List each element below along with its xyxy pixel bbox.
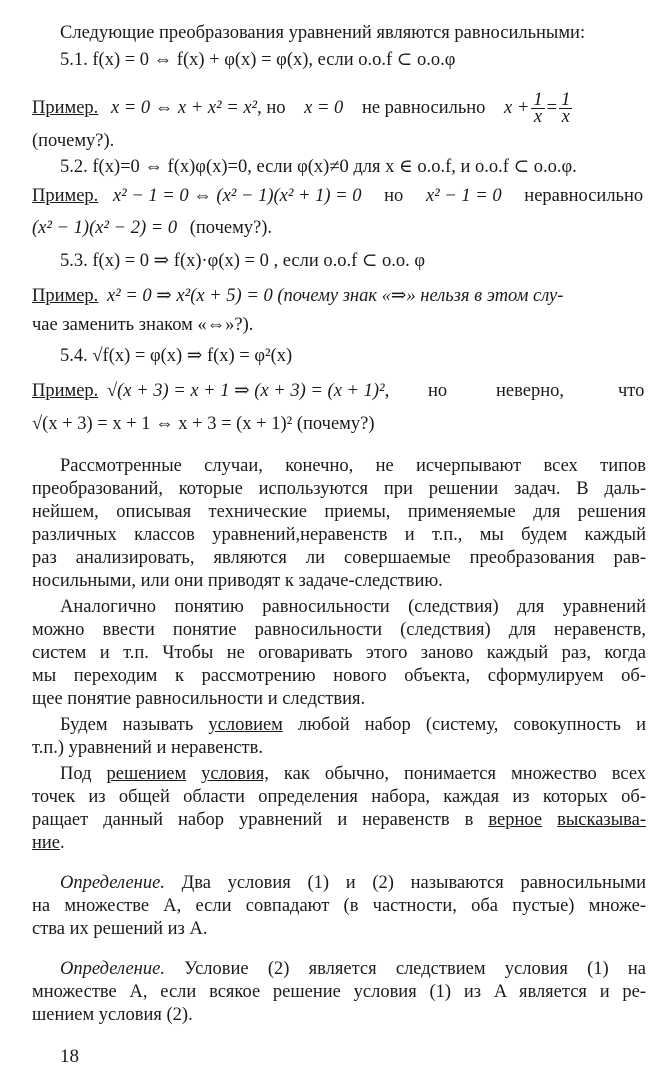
example-4-line2: √(x + 3) = x + 1 ⇔ x + 3 = (x + 1)² (почему?): [32, 414, 375, 434]
example-2-line2: [32, 217, 272, 239]
definition-label: Определение.: [60, 873, 165, 893]
paragraph-4-line: ние.: [32, 833, 65, 853]
term-condition: условием: [208, 715, 283, 735]
definition-1-line: Определение. Два условия (1) и (2) называются равносильными: [60, 873, 646, 893]
example-3-line2: чае заменить знаком «⇔»?).: [32, 315, 254, 335]
rule-5-4: 5.4. √f(x) = φ(x) ⇒ f(x) = φ²(x): [60, 346, 293, 366]
example-2-why: (почему?).: [189, 218, 273, 238]
example-4-but: но: [428, 381, 448, 401]
rule-5-3: 5.3. f(x) = 0 ⇒ f(x)·φ(x) = 0 , если о.о.f ⊂ о.о. φ: [60, 251, 426, 271]
paragraph-4-line: Под решением условия, как обычно, понимается множество всех: [60, 764, 647, 784]
example-label: Пример.: [32, 97, 99, 118]
paragraph-2-line: щее понятие равносильности и следствия.: [32, 689, 366, 709]
paragraph-4-line: точек из общей области определения набора, каждая из которых об-: [32, 787, 646, 807]
term-true: верное: [488, 810, 543, 830]
example-2-equation: x² − 1 = 0 ⇔ (x² − 1)(x² + 1) = 0: [112, 186, 362, 206]
paragraph-1-line: носильными, или они приводят к задаче-следствию.: [32, 571, 443, 591]
definition-2-line: Определение. Условие (2) является следствием условия (1) на: [60, 959, 646, 979]
paragraph-1-line: различных классов уравнений,неравенств и т.п., мы будем каждый: [32, 525, 646, 545]
definition-2-line: множестве A, если всякое решение условия (1) из A является и ре-: [32, 982, 646, 1002]
paragraph-2-line: Аналогично понятию равносильности (следствия) для уравнений: [60, 597, 646, 617]
example-1-not-equiv: не равносильно: [361, 97, 486, 118]
paragraph-3-line: т.п.) уравнений и неравенств.: [32, 738, 264, 758]
example-1-tail: (почему?).: [32, 131, 115, 151]
example-2-equation-b: (x² − 1)(x² − 2) = 0: [32, 218, 178, 238]
example-1-lhs: x +: [504, 97, 530, 118]
example-1-but: , но: [257, 97, 286, 118]
paragraph-2-line: систем и т.п. Чтобы не оговаривать этого заново каждый раз, когда: [32, 643, 646, 663]
example-1-equals: =: [546, 97, 558, 118]
example-4-that: что: [618, 381, 645, 401]
fraction: $\frac{1}{x}$: [533, 90, 543, 127]
rule-5-1: 5.1. f(x) = 0 ⇔ f(x) + φ(x) = φ(x), если о.о.f ⊂ о.о.φ: [60, 50, 456, 70]
example-2-eq2: x² − 1 = 0: [425, 186, 502, 206]
definition-1-line: ства их решений из A.: [32, 919, 208, 939]
definition-label: Определение.: [60, 959, 165, 979]
paragraph-1-line: нейшем, описывая технические приемы, применяемые для решения: [32, 502, 646, 522]
rule-5-2: 5.2. f(x)=0 ⇔ f(x)φ(x)=0, если φ(x)≠0 для x ∈ о.о.f, и о.о.f ⊂ о.о.φ.: [60, 157, 577, 177]
example-label: Пример.: [32, 381, 99, 401]
term-statement: высказыва-: [557, 810, 647, 830]
example-3-text: x² = 0 ⇒ x²(x + 5) = 0 (почему знак «⇒» нельзя в этом слу-: [106, 286, 564, 306]
example-3: [32, 285, 563, 307]
example-label: Пример.: [32, 186, 99, 206]
paragraph-1-line: преобразований, которые используются при решении задач. В даль-: [32, 479, 646, 499]
paragraph-2-line: мы переходим к рассмотрению нового объекта, сформулируем об-: [32, 666, 646, 686]
paragraph-4-line: ращает данный набор уравнений и неравенств в верное высказыва-: [32, 810, 647, 830]
example-1-equation: x = 0 ⇔ x + x² = x²: [110, 97, 258, 118]
term-condition-2: условия,: [201, 764, 269, 784]
definition-1-line: на множестве A, если совпадают (в частности, оба пустые) множе-: [32, 896, 646, 916]
paragraph-1-line: раз анализировать, являются ли совершаемые преобразования рав-: [32, 548, 646, 568]
page-number: 18: [60, 1046, 79, 1067]
example-2: [32, 185, 643, 207]
example-1: [32, 92, 574, 125]
example-4-wrong: неверно,: [496, 381, 564, 401]
intro-heading: Следующие преобразования уравнений являются равносильными:: [60, 23, 586, 43]
fraction: $\frac{1}{x}$: [561, 90, 571, 127]
example-4-equation: √(x + 3) = x + 1 ⇒ (x + 3) = (x + 1)²,: [106, 381, 390, 401]
paragraph-3-line: Будем называть условием любой набор (систему, совокупность и: [60, 715, 647, 735]
example-1-eq2: x = 0: [304, 97, 344, 118]
term-solution: решением: [106, 764, 187, 784]
example-2-but: но: [384, 186, 404, 206]
example-2-not-equiv: неравносильно: [524, 186, 644, 206]
paragraph-1-line: Рассмотренные случаи, конечно, не исчерпывают всех типов: [60, 456, 646, 476]
example-label: Пример.: [32, 286, 99, 306]
definition-2-line: шением условия (2).: [32, 1005, 193, 1025]
example-4: [32, 380, 646, 402]
paragraph-2-line: можно ввести понятие равносильности (следствия) для неравенств,: [32, 620, 646, 640]
